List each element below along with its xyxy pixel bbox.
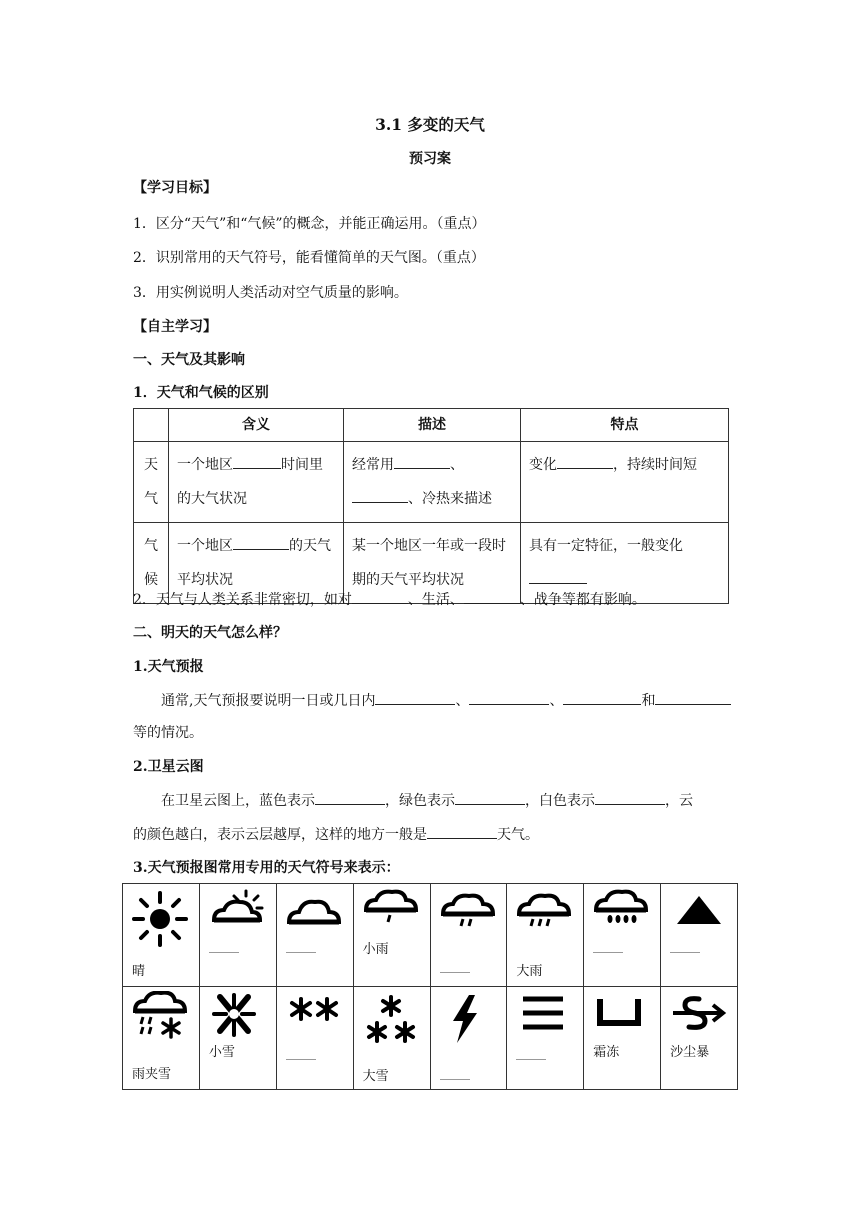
page-subtitle: 预习案: [409, 151, 451, 167]
satellite-line: 在卫星云图上，蓝色表示 ，绿色表示 ，白色表示 ，云: [161, 790, 693, 811]
fog-icon: [513, 991, 575, 1041]
fill-blank[interactable]: [469, 690, 549, 705]
fill-blank[interactable]: [315, 790, 385, 805]
sun-icon: [129, 888, 191, 950]
table-cell: 某一个地区一年或一段时期的天气平均状况: [344, 523, 521, 604]
moderate-rain-icon: [437, 888, 499, 938]
row-label: 气候: [134, 523, 169, 604]
row-label: 天气: [134, 442, 169, 523]
symbol-cell: [199, 884, 276, 987]
symbol-cell: [353, 987, 430, 1090]
table-cell: 经常用 、 、冷热来描述: [344, 442, 521, 523]
symbol-cell: [661, 884, 738, 987]
page-title: 3.1 多变的天气: [375, 115, 485, 134]
fill-blank[interactable]: [655, 690, 731, 705]
forecast-line: 通常,天气预报要说明一日或几日内 、 、 和: [161, 690, 731, 711]
relation-line: 2．天气与人类关系非常密切，如对 、生活、 、战争等都有影响。: [133, 589, 646, 610]
table-header: 描述: [344, 409, 521, 442]
subsection-heading: 1．天气和气候的区别: [133, 385, 269, 401]
goal-item: 1．区分“天气”和“气候”的概念，并能正确运用。（重点）: [133, 216, 486, 232]
symbol-label: 大雨: [516, 964, 543, 979]
fill-blank[interactable]: [455, 790, 525, 805]
moderate-snow-icon: [283, 991, 345, 1031]
symbol-blank[interactable]: [516, 1059, 546, 1060]
symbol-label: 霜冻: [593, 1045, 620, 1060]
goal-item: 3．用实例说明人类活动对空气质量的影响。: [133, 285, 408, 301]
table-cell: 变化 ，持续时间短: [521, 442, 729, 523]
symbol-cell: [584, 884, 661, 987]
symbol-cell: [276, 884, 353, 987]
fill-blank[interactable]: [375, 690, 455, 705]
symbols-row: [123, 884, 738, 987]
table-cell: 一个地区 的天气平均状况: [169, 523, 344, 604]
subsection-heading: 1.天气预报: [133, 659, 204, 675]
heavy-snow-icon: [360, 991, 422, 1053]
fill-blank[interactable]: [233, 454, 281, 469]
light-snow-icon: [206, 991, 268, 1041]
fill-blank[interactable]: [394, 454, 450, 469]
symbol-blank[interactable]: [286, 952, 316, 953]
fill-blank[interactable]: [233, 535, 289, 550]
symbol-cell: [430, 987, 507, 1090]
fill-blank[interactable]: [529, 569, 587, 584]
symbol-label: 小雪: [208, 1045, 235, 1060]
symbol-cell: [276, 987, 353, 1090]
fill-blank[interactable]: [352, 589, 408, 604]
fill-blank[interactable]: [557, 454, 613, 469]
section-heading: 二、明天的天气怎么样？: [133, 625, 287, 641]
sandstorm-icon: [667, 991, 729, 1041]
subsection-heading: 3.天气预报图常用专用的天气符号来表示：: [133, 860, 400, 876]
weather-climate-table: [133, 408, 729, 604]
table-cell: 一个地区 时间里的大气状况: [169, 442, 344, 523]
symbol-cell: [353, 884, 430, 987]
symbol-label: 雨夹雪: [132, 1067, 172, 1082]
fill-blank[interactable]: [464, 589, 520, 604]
cloudy-icon: [283, 888, 345, 938]
symbol-label: 大雪: [362, 1069, 389, 1084]
table-header: 含义: [169, 409, 344, 442]
symbol-blank[interactable]: [440, 972, 470, 973]
subsection-heading: 2.卫星云图: [133, 759, 204, 775]
fill-blank[interactable]: [352, 488, 408, 503]
table-header-blank: [134, 409, 169, 442]
symbol-cell: [661, 987, 738, 1090]
symbol-blank[interactable]: [593, 952, 623, 953]
symbol-cell: [507, 884, 584, 987]
symbol-blank[interactable]: [286, 1059, 316, 1060]
weather-symbols-table: [122, 883, 738, 1090]
table-row: [134, 442, 729, 523]
hail-icon: [667, 888, 729, 938]
light-rain-icon: [360, 888, 422, 938]
fill-blank[interactable]: [427, 824, 497, 839]
frost-icon: [590, 991, 652, 1041]
symbol-blank[interactable]: [670, 952, 700, 953]
symbol-cell: [199, 987, 276, 1090]
symbol-cell: [507, 987, 584, 1090]
symbol-label: 小雨: [362, 942, 389, 957]
partly-cloudy-icon: [206, 888, 268, 938]
symbol-blank[interactable]: [440, 1079, 470, 1080]
symbol-label: 晴: [132, 964, 146, 979]
symbols-row: [123, 987, 738, 1090]
goal-item: 2．识别常用的天气符号，能看懂简单的天气图。（重点）: [133, 250, 485, 266]
symbol-label: 沙尘暴: [670, 1045, 710, 1060]
symbol-cell: [123, 884, 200, 987]
fill-blank[interactable]: [595, 790, 665, 805]
fill-blank[interactable]: [563, 690, 641, 705]
symbol-cell: [123, 987, 200, 1090]
rainstorm-icon: [590, 888, 652, 938]
symbol-cell: [584, 987, 661, 1090]
forecast-line-end: 等的情况。: [133, 725, 203, 741]
satellite-line-2: 的颜色越白，表示云层越厚，这样的地方一般是 天气。: [133, 824, 539, 845]
section-heading: 一、天气及其影响: [133, 352, 245, 368]
goals-heading: 【学习目标】: [133, 180, 217, 196]
heavy-rain-icon: [513, 888, 575, 938]
thunderstorm-icon: [437, 991, 499, 1047]
symbol-blank[interactable]: [209, 952, 239, 953]
sleet-icon: [129, 991, 191, 1051]
table-header: 特点: [521, 409, 729, 442]
self-study-heading: 【自主学习】: [133, 319, 217, 335]
symbol-cell: [430, 884, 507, 987]
table-cell: 具有一定特征，一般变化: [521, 523, 729, 604]
